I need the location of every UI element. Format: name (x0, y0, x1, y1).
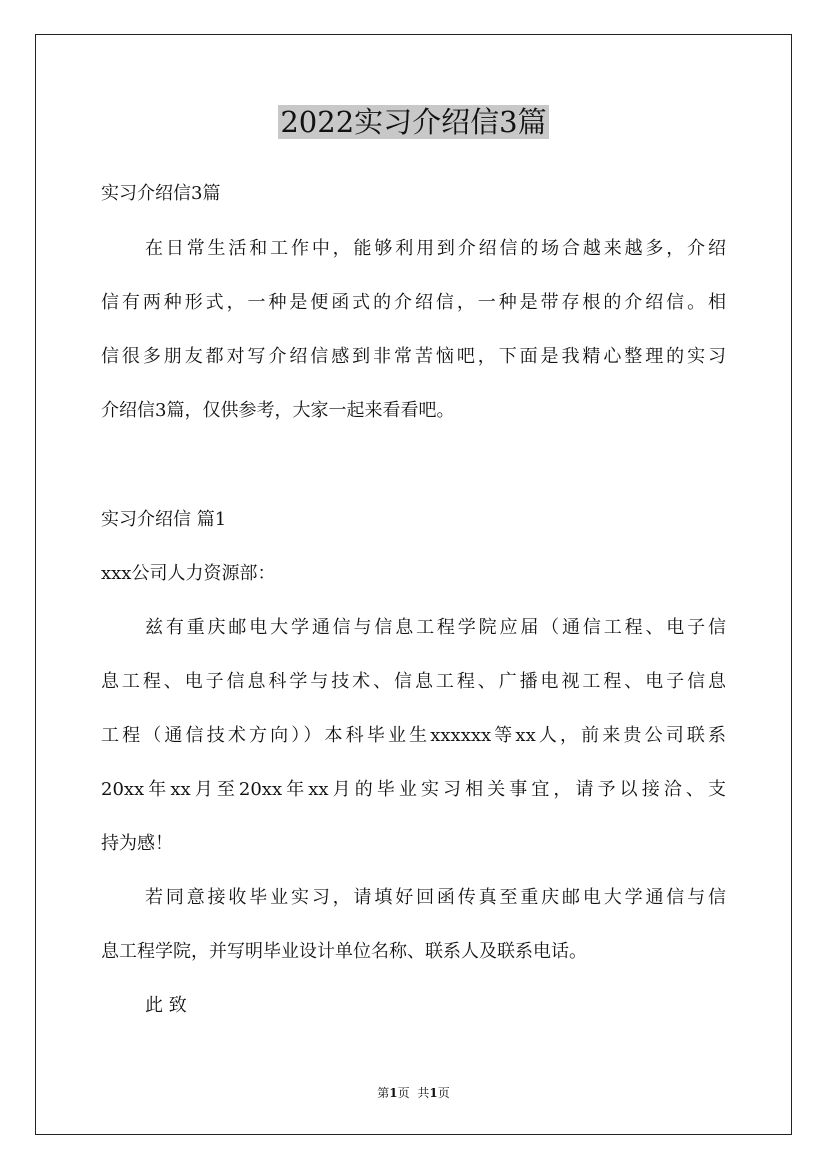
body-line-1: 兹有重庆邮电大学通信与信息工程学院应届（通信工程、电子信 (145, 617, 726, 638)
page-footer (0, 1084, 827, 1102)
document-title-text: 2022实习介绍信3篇 (280, 105, 547, 139)
body-line-4: 20xx年xx月至20xx年xx月的毕业实习相关事宜，请予以接洽、支 (101, 779, 726, 800)
footer-total-prefix: 共 (417, 1086, 430, 1100)
subtitle: 实习介绍信3篇 (101, 183, 221, 204)
body-line-2: 息工程、电子信息科学与技术、信息工程、广播电视工程、电子信息 (101, 671, 726, 692)
body-line-5: 持为感！ (101, 833, 173, 854)
body2-line-2: 息工程学院，并写明毕业设计单位名称、联系人及联系电话。 (101, 941, 587, 962)
footer-page-suffix: 页 (397, 1086, 410, 1100)
intro-line-3: 信很多朋友都对写介绍信感到非常苦恼吧，下面是我精心整理的实习 (101, 346, 726, 367)
intro-line-2: 信有两种形式，一种是便函式的介绍信，一种是带存根的介绍信。相 (101, 292, 726, 313)
footer-page-prefix: 第 (377, 1086, 390, 1100)
section-heading: 实习介绍信 篇1 (101, 509, 227, 530)
intro-line-1: 在日常生活和工作中，能够利用到介绍信的场合越来越多，介绍 (145, 238, 726, 259)
body2-line-1: 若同意接收毕业实习，请填好回函传真至重庆邮电大学通信与信 (145, 887, 726, 908)
document-title (0, 100, 827, 144)
footer-total-suffix: 页 (437, 1086, 450, 1100)
body-line-3: 工程（通信技术方向））本科毕业生xxxxxx等xx人，前来贵公司联系 (101, 725, 726, 746)
footer-page-current: 1 (389, 1086, 398, 1100)
intro-line-4: 介绍信3篇，仅供参考，大家一起来看看吧。 (101, 400, 455, 421)
salutation: xxx公司人力资源部： (101, 563, 276, 584)
footer-page-total: 1 (429, 1086, 438, 1100)
closing: 此 致 (145, 995, 187, 1016)
